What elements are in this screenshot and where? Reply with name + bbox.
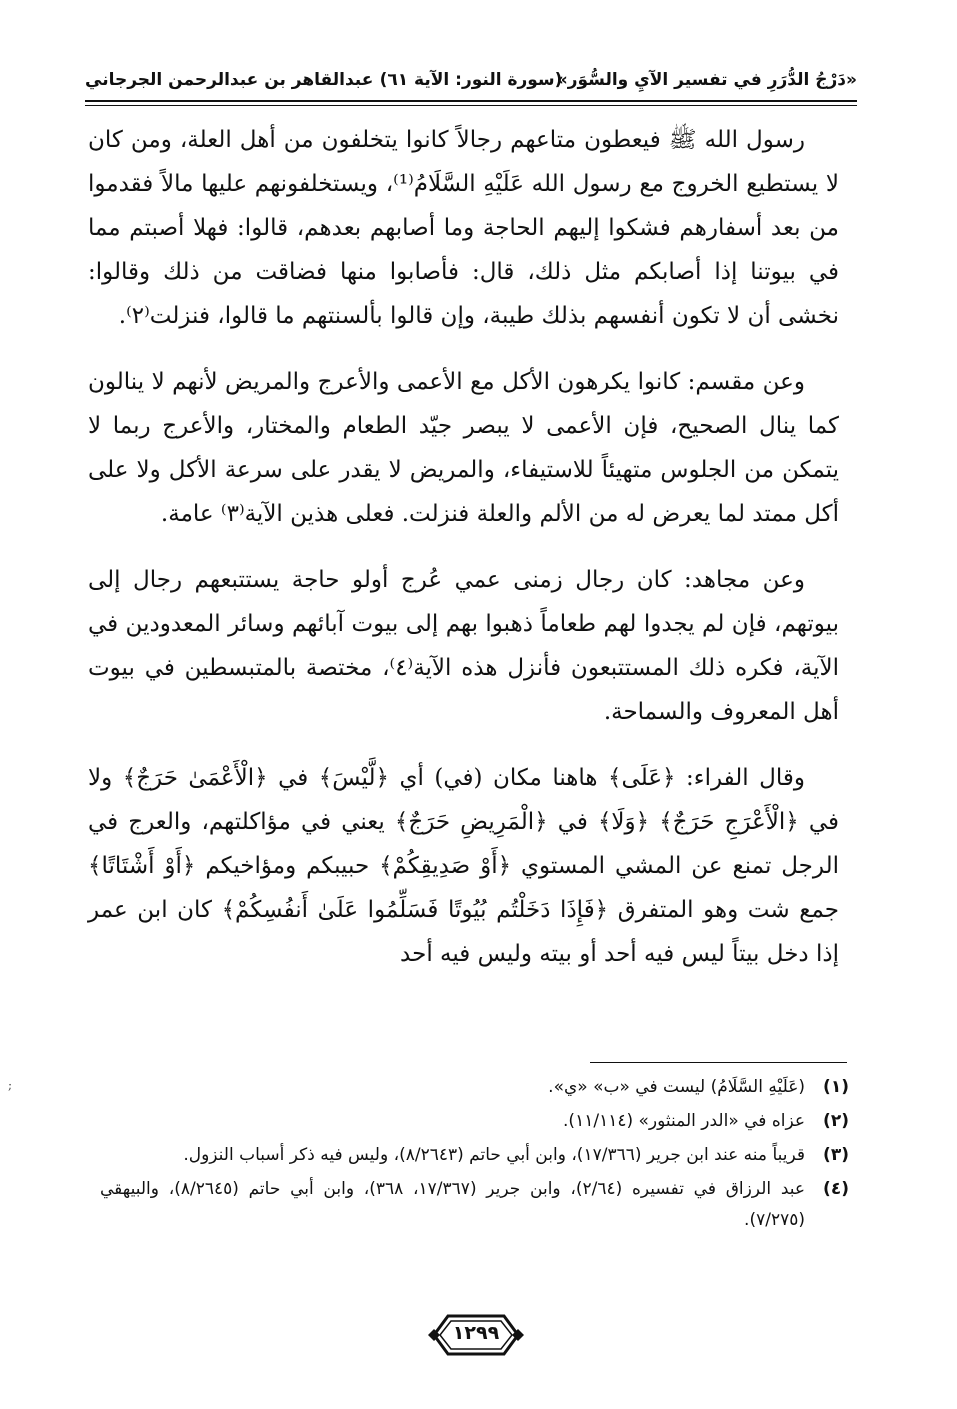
footnotes	[100, 1072, 849, 1239]
header-rule-thin	[85, 105, 857, 106]
footnote	[100, 1174, 849, 1236]
footnote-number: (١)	[823, 1077, 849, 1097]
footnote-number: (٣)	[823, 1145, 849, 1165]
footnote-text: قريباً منه عند ابن جرير (١٧/٣٦٦)، وابن أبي حاتم (٨/٢٦٤٣)، وليس فيه ذكر أسباب النزول.	[183, 1145, 805, 1165]
paragraph: وعن مقسم: كانوا يكرهون الأكل مع الأعمى والأعرج والمريض لأنهم لا ينالون كما ينال الصحيح، فإن الأعمى لا يبصر جيّد الطعام والمختار، والأعرج ربما لا يتمكن من الجلوس متهيئاً للاستيفاء، والمريض لا يقدر على سرعة الأكل ولا على أكل ممتد لما يعرض له من الألم والعلة فنزلت. فعلى هذين الآية⁽٣⁾ عامة.	[88, 369, 839, 527]
edge-mark: ;	[8, 1078, 13, 1092]
page-number-ornament	[428, 1310, 524, 1360]
footnote	[100, 1106, 849, 1137]
footnote-text: عزاه في «الدر المنثور» (١١/١١٤).	[563, 1111, 805, 1131]
footnote-number: (٤)	[823, 1179, 849, 1199]
author-name: عبدالقاهر بن عبدالرحمن الجرجاني	[85, 70, 374, 90]
footnote-number: (٢)	[823, 1111, 849, 1131]
running-header	[85, 62, 857, 98]
footnote-separator	[590, 1062, 847, 1063]
header-rule	[85, 100, 857, 102]
footnote	[100, 1072, 849, 1103]
surah-info: (سورة النور: الآية ٦١)	[379, 70, 563, 90]
footnote-text: (عَلَيْهِ السَّلَامُ) ليست في «ب» «ي».	[548, 1077, 805, 1097]
page-number: ١٢٩٩	[452, 1322, 500, 1344]
book-title: «دَرْجُ الدُّرَرِ في تفسير الآيِ والسُّوَر»	[556, 70, 857, 90]
paragraph: وعن مجاهد: كان رجال زمنى عمي عُرج أولو حاجة يستتبعهم رجال إلى بيوتهم، فإن لم يجدوا لهم طعاماً ذهبوا بهم إلى بيوت آبائهم وسائر المعدودين في الآية، فكره ذلك المستتبعون فأنزل هذه الآية⁽٤⁾، مختصة بالمتبسطين في بيوت أهل المعروف والسماحة.	[88, 567, 840, 725]
footnote-text: عبد الرزاق في تفسيره (٢/٦٤)، وابن جرير (١٧/٣٦٧، ٣٦٨)، وابن أبي حاتم (٨/٢٦٤٥)، والبيهقي (٧/٢٧٥).	[100, 1179, 806, 1230]
paragraph: رسول الله ﷺ فيعطون متاعهم رجالاً كانوا يتخلفون من أهل العلة، ومن كان لا يستطيع الخروج مع رسول الله عَلَيْهِ السَّلَامُ⁽¹⁾، ويستخلفونهم عليها مالاً فقدموا من بعد أسفارهم فشكوا إليهم الحاجة وما أصابهم بعدهم، قالوا: فهلا أصبتم مما في بيوتنا إذا أصابكم مثل ذلك، قال: فأصابوا منها فضاقت من ذلك وقالوا: نخشى أن لا تكون أنفسهم بذلك طيبة، وإن قالوا بألسنتهم ما قالوا، فنزلت⁽٢⁾.	[88, 127, 840, 329]
main-text	[88, 118, 839, 976]
footnote	[100, 1140, 849, 1171]
paragraph: وقال الفراء: ﴿عَلَى﴾ هاهنا مكان (في) أي ﴿لَّيْسَ﴾ في ﴿الْأَعْمَىٰ حَرَجٌ﴾ ولا في ﴿الْأَعْرَجِ حَرَجٌ﴾ ﴿وَلَا﴾ في ﴿الْمَرِيضِ حَرَجٌ﴾ يعني في مؤاكلتهم، والعرج في الرجل تمنع عن المشي المستوي ﴿أَوْ صَدِيقِكُمْ﴾ حبيبكم ومؤاخيكم ﴿أَوْ أَشْتَاتًا﴾ جمع شت وهو المتفرق ﴿فَإِذَا دَخَلْتُم بُيُوتًا فَسَلِّمُوا عَلَىٰ أَنفُسِكُمْ﴾ كان ابن عمر إذا دخل بيتاً ليس فيه أحد أو بيته وليس فيه أحد	[88, 765, 839, 967]
